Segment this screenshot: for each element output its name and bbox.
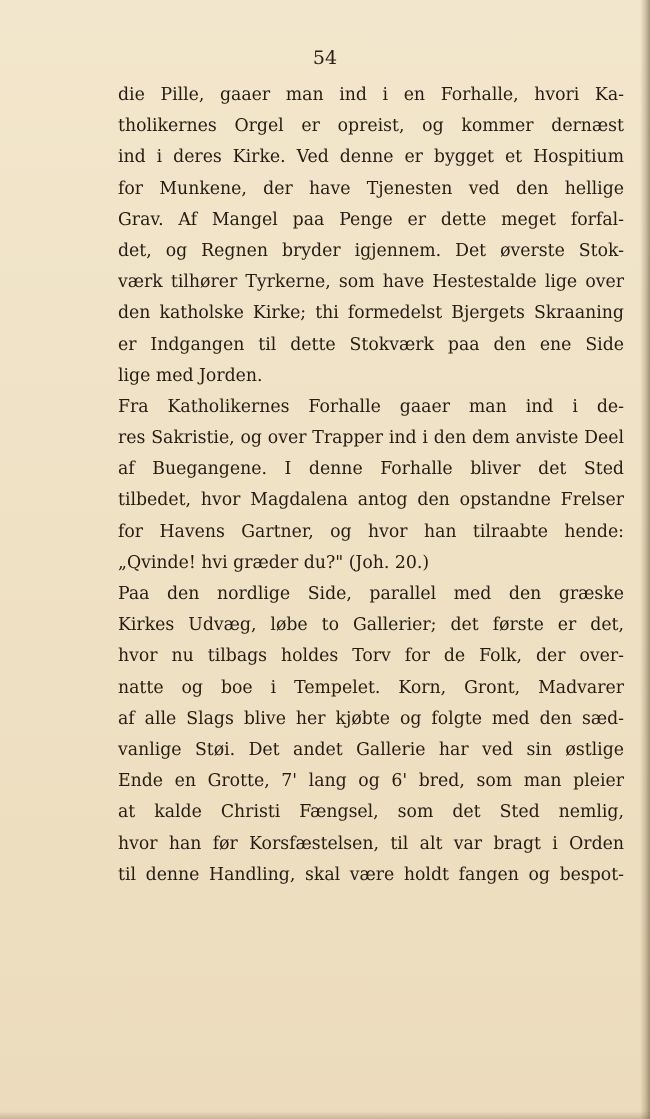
text-line: Paa den nordlige Side, parallel med den græske (118, 584, 624, 604)
text-line: vanlige Støi. Det andet Gallerie har ved sin østlige (118, 739, 624, 760)
text-line: at kalde Christi Fængsel, som det Sted nemlig, (118, 802, 624, 823)
text-line: die Pille, gaaer man ind i en Forhalle, hvori Ka- (118, 85, 624, 105)
text-line: res Sakristie, og over Trapper ind i den dem anviste Deel (118, 428, 624, 449)
text-line: det, og Regnen bryder igjennem. Det øverste Stok- (118, 240, 624, 261)
text-line: Grav. Af Mangel paa Penge er dette meget forfal- (118, 209, 624, 230)
text-line: værk tilhører Tyrkerne, som have Hestestalde lige over (118, 272, 624, 293)
text-line: er Indgangen til dette Stokværk paa den ene Side (118, 334, 624, 355)
text-line: Fra Katholikernes Forhalle gaaer man ind i de- (118, 396, 624, 417)
text-line: „Qvinde! hvi græder du?" (Joh. 20.) (118, 552, 430, 573)
text-line: hvor han før Korsfæstelsen, til alt var bragt i Orden (118, 833, 624, 854)
text-line: ind i deres Kirke. Ved denne er bygget et Hospitium (118, 147, 624, 168)
text-line: for Munkene, der have Tjenesten ved den hellige (118, 178, 624, 199)
page-number: 54 (312, 47, 338, 69)
text-line: natte og boe i Tempelet. Korn, Gront, Madvarer (118, 677, 624, 698)
text-line: Kirkes Udvæg, løbe to Gallerier; det første er det, (118, 615, 624, 636)
text-line: den katholske Kirke; thi formedelst Bjergets Skraaning (118, 303, 624, 324)
text-line: tilbedet, hvor Magdalena antog den opstandne Frelser (118, 490, 624, 511)
page-bottom-shadow (0, 1111, 650, 1119)
text-line: tholikernes Orgel er opreist, og kommer dernæst (118, 116, 624, 137)
text-line: hvor nu tilbags holdes Torv for de Folk, der over- (118, 646, 624, 667)
text-line: Ende en Grotte, 7' lang og 6' bred, som man pleier (118, 771, 624, 792)
text-line: for Havens Gartner, og hvor han tilraabte hende: (118, 521, 624, 542)
text-line: af alle Slags blive her kjøbte og folgte med den sæd- (118, 708, 624, 729)
text-line: lige med Jorden. (118, 365, 263, 386)
text-line: af Buegangene. I denne Forhalle bliver det Sted (118, 459, 624, 480)
page-edge-shadow (640, 0, 650, 1119)
body-text (118, 80, 624, 891)
text-line: til denne Handling, skal være holdt fangen og bespot- (118, 864, 624, 885)
